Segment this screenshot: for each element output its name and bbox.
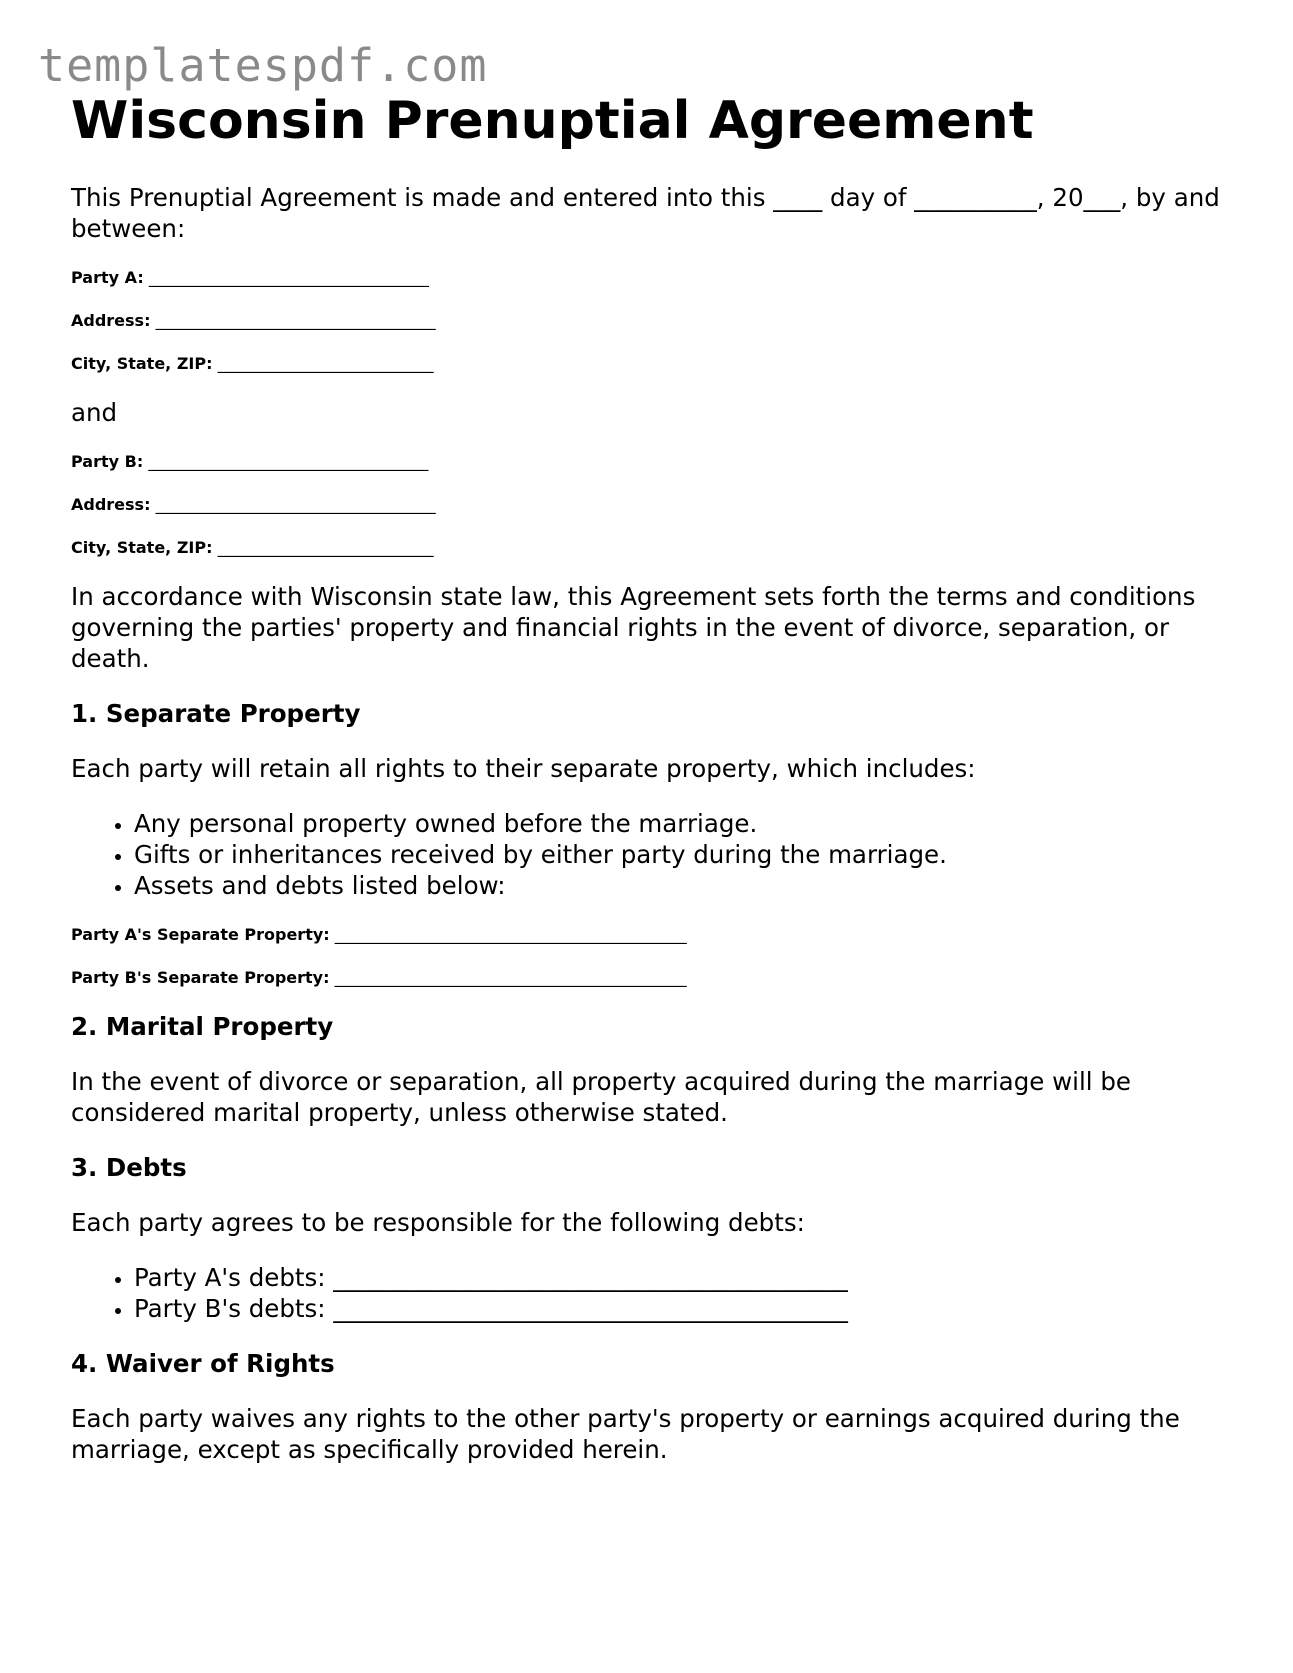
party-a-address-field[interactable] <box>71 311 1231 330</box>
party-b-name-blank[interactable]: ___________________________________ <box>148 452 429 471</box>
party-a-debts[interactable]: Party A's debts: __________________________________________ <box>134 1263 848 1292</box>
list-item[interactable] <box>134 1262 1231 1293</box>
list-item: • Gifts or inheritances received by either party during the marriage. <box>134 839 1231 870</box>
party-b-separate-property-field[interactable] <box>71 968 1231 987</box>
list-item: • Assets and debts listed below: <box>134 870 1231 901</box>
party-b-separate-property-blank[interactable]: ____________________________________________ <box>334 968 687 987</box>
party-a-city-label: City, State, ZIP: <box>71 354 213 373</box>
party-b-city-field[interactable] <box>71 538 1231 557</box>
section-heading-debts: 3. Debts <box>71 1153 187 1182</box>
separate-property-list <box>71 808 1231 901</box>
preamble-paragraph: In accordance with Wisconsin state law, this Agreement sets forth the terms and conditions governing the parties' property and financial rights in the event of divorce, separation, or death. <box>71 582 1196 673</box>
party-a-separate-property-blank[interactable]: ____________________________________________ <box>334 925 687 944</box>
party-b-address-blank[interactable]: ___________________________________ <box>155 495 436 514</box>
section-heading-waiver: 4. Waiver of Rights <box>71 1349 335 1378</box>
party-a-address-label: Address: <box>71 311 151 330</box>
watermark: templatespdf.com <box>38 39 488 92</box>
party-a-city-blank[interactable]: ___________________________ <box>217 354 434 373</box>
waiver-text: Each party waives any rights to the other party's property or earnings acquired during the marriage, except as specifically provided herein. <box>71 1404 1180 1464</box>
party-b-name-field[interactable] <box>71 452 1231 471</box>
party-b-address-label: Address: <box>71 495 151 514</box>
party-a-separate-property-label: Party A's Separate Property: <box>71 925 330 944</box>
party-b-city-label: City, State, ZIP: <box>71 538 213 557</box>
page-title: Wisconsin Prenuptial Agreement <box>71 91 1034 151</box>
intro-paragraph: This Prenuptial Agreement is made and entered into this ____ day of __________, 20___, by and between: <box>71 183 1220 243</box>
party-b-name-label: Party B: <box>71 452 144 471</box>
marital-property-text: In the event of divorce or separation, all property acquired during the marriage will be considered marital property, unless otherwise stated. <box>71 1067 1131 1127</box>
party-b-separate-property-label: Party B's Separate Property: <box>71 968 330 987</box>
party-a-name-field[interactable] <box>71 268 1231 287</box>
party-a-name-blank[interactable]: ___________________________________ <box>148 268 429 287</box>
party-b-address-field[interactable] <box>71 495 1231 514</box>
and-text: and <box>71 398 118 427</box>
party-b-debts[interactable]: Party B's debts: __________________________________________ <box>134 1294 848 1323</box>
party-a-city-field[interactable] <box>71 354 1231 373</box>
list-item[interactable] <box>134 1293 1231 1324</box>
party-b-city-blank[interactable]: ___________________________ <box>217 538 434 557</box>
party-a-separate-property-field[interactable] <box>71 925 1231 944</box>
list-item: • Any personal property owned before the marriage. <box>134 808 1231 839</box>
document-page <box>71 88 1231 1465</box>
debts-list <box>71 1262 1231 1324</box>
party-a-address-blank[interactable]: ___________________________________ <box>155 311 436 330</box>
section-heading-separate-property: 1. Separate Property <box>71 699 361 728</box>
party-a-name-label: Party A: <box>71 268 144 287</box>
debts-text: Each party agrees to be responsible for the following debts: <box>71 1208 805 1237</box>
separate-property-text: Each party will retain all rights to their separate property, which includes: <box>71 754 976 783</box>
section-heading-marital-property: 2. Marital Property <box>71 1012 334 1041</box>
